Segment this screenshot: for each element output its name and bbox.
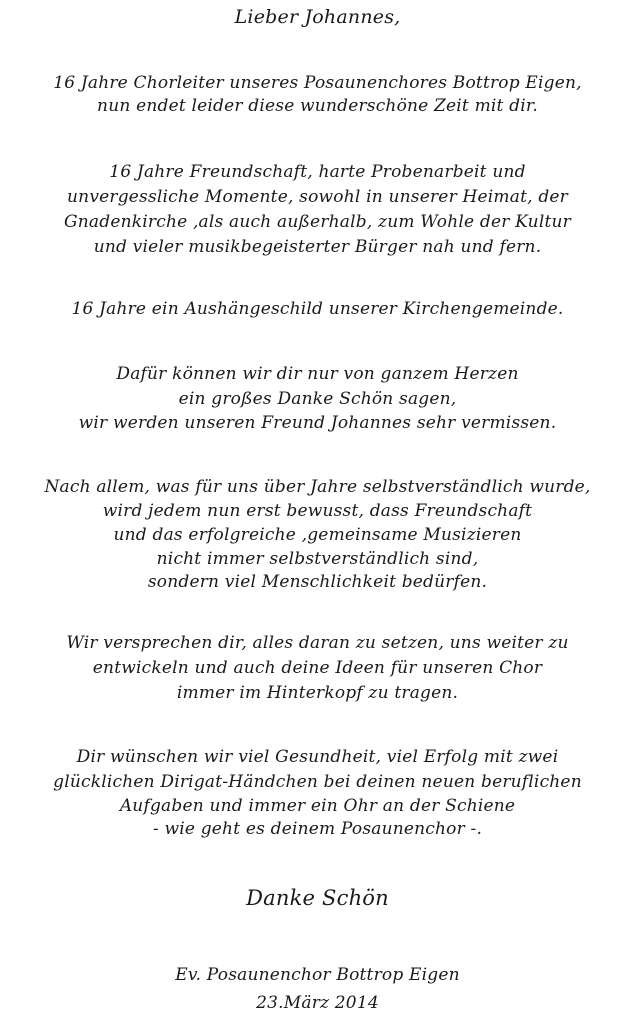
paragraph-7-line-2: glücklichen Dirigat-Händchen bei deinen neuen beruflichen — [53, 772, 582, 792]
paragraph-7-line-3: Aufgaben und immer ein Ohr an der Schiene — [119, 796, 516, 816]
paragraph-7-line-1: Dir wünschen wir viel Gesundheit, viel Erfolg mit zwei — [76, 747, 559, 767]
paragraph-4-line-1: Dafür können wir dir nur von ganzem Herzen — [116, 364, 519, 384]
paragraph-6-line-1: Wir versprechen dir, alles daran zu setzen, uns weiter zu — [66, 633, 569, 653]
paragraph-1-line-2: nun endet leider diese wunderschöne Zeit mit dir. — [97, 96, 538, 116]
paragraph-5-line-3: und das erfolgreiche ,gemeinsame Musizieren — [113, 525, 522, 545]
closing: Danke Schön — [246, 886, 389, 910]
paragraph-2-line-3: Gnadenkirche ,als auch außerhalb, zum Wohle der Kultur — [64, 212, 571, 232]
paragraph-2-line-2: unvergessliche Momente, sowohl in unserer Heimat, der — [67, 187, 568, 207]
paragraph-2-line-1: 16 Jahre Freundschaft, harte Probenarbeit und — [109, 162, 526, 182]
date: 23.März 2014 — [256, 993, 379, 1013]
paragraph-2-line-4: und vieler musikbegeisterter Bürger nah und fern. — [93, 237, 542, 257]
paragraph-4-line-2: ein großes Danke Schön sagen, — [178, 389, 457, 409]
paragraph-3-line-1: 16 Jahre ein Aushängeschild unserer Kirchengemeinde. — [71, 299, 564, 319]
paragraph-6-line-3: immer im Hinterkopf zu tragen. — [176, 683, 459, 703]
paragraph-5-line-1: Nach allem, was für uns über Jahre selbstverständlich wurde, — [44, 477, 591, 497]
salutation: Lieber Johannes, — [234, 6, 401, 28]
paragraph-7-line-4: - wie geht es deinem Posaunenchor -. — [152, 819, 483, 839]
paragraph-6-line-2: entwickeln und auch deine Ideen für unseren Chor — [92, 658, 543, 678]
signature: Ev. Posaunenchor Bottrop Eigen — [175, 965, 460, 985]
paragraph-1-line-1: 16 Jahre Chorleiter unseres Posaunenchores Bottrop Eigen, — [53, 73, 582, 93]
paragraph-5-line-4: nicht immer selbstverständlich sind, — [156, 549, 479, 569]
paragraph-4-line-3: wir werden unseren Freund Johannes sehr vermissen. — [78, 413, 557, 433]
paragraph-5-line-5: sondern viel Menschlichkeit bedürfen. — [147, 572, 488, 592]
paragraph-5-line-2: wird jedem nun erst bewusst, dass Freundschaft — [102, 501, 533, 521]
